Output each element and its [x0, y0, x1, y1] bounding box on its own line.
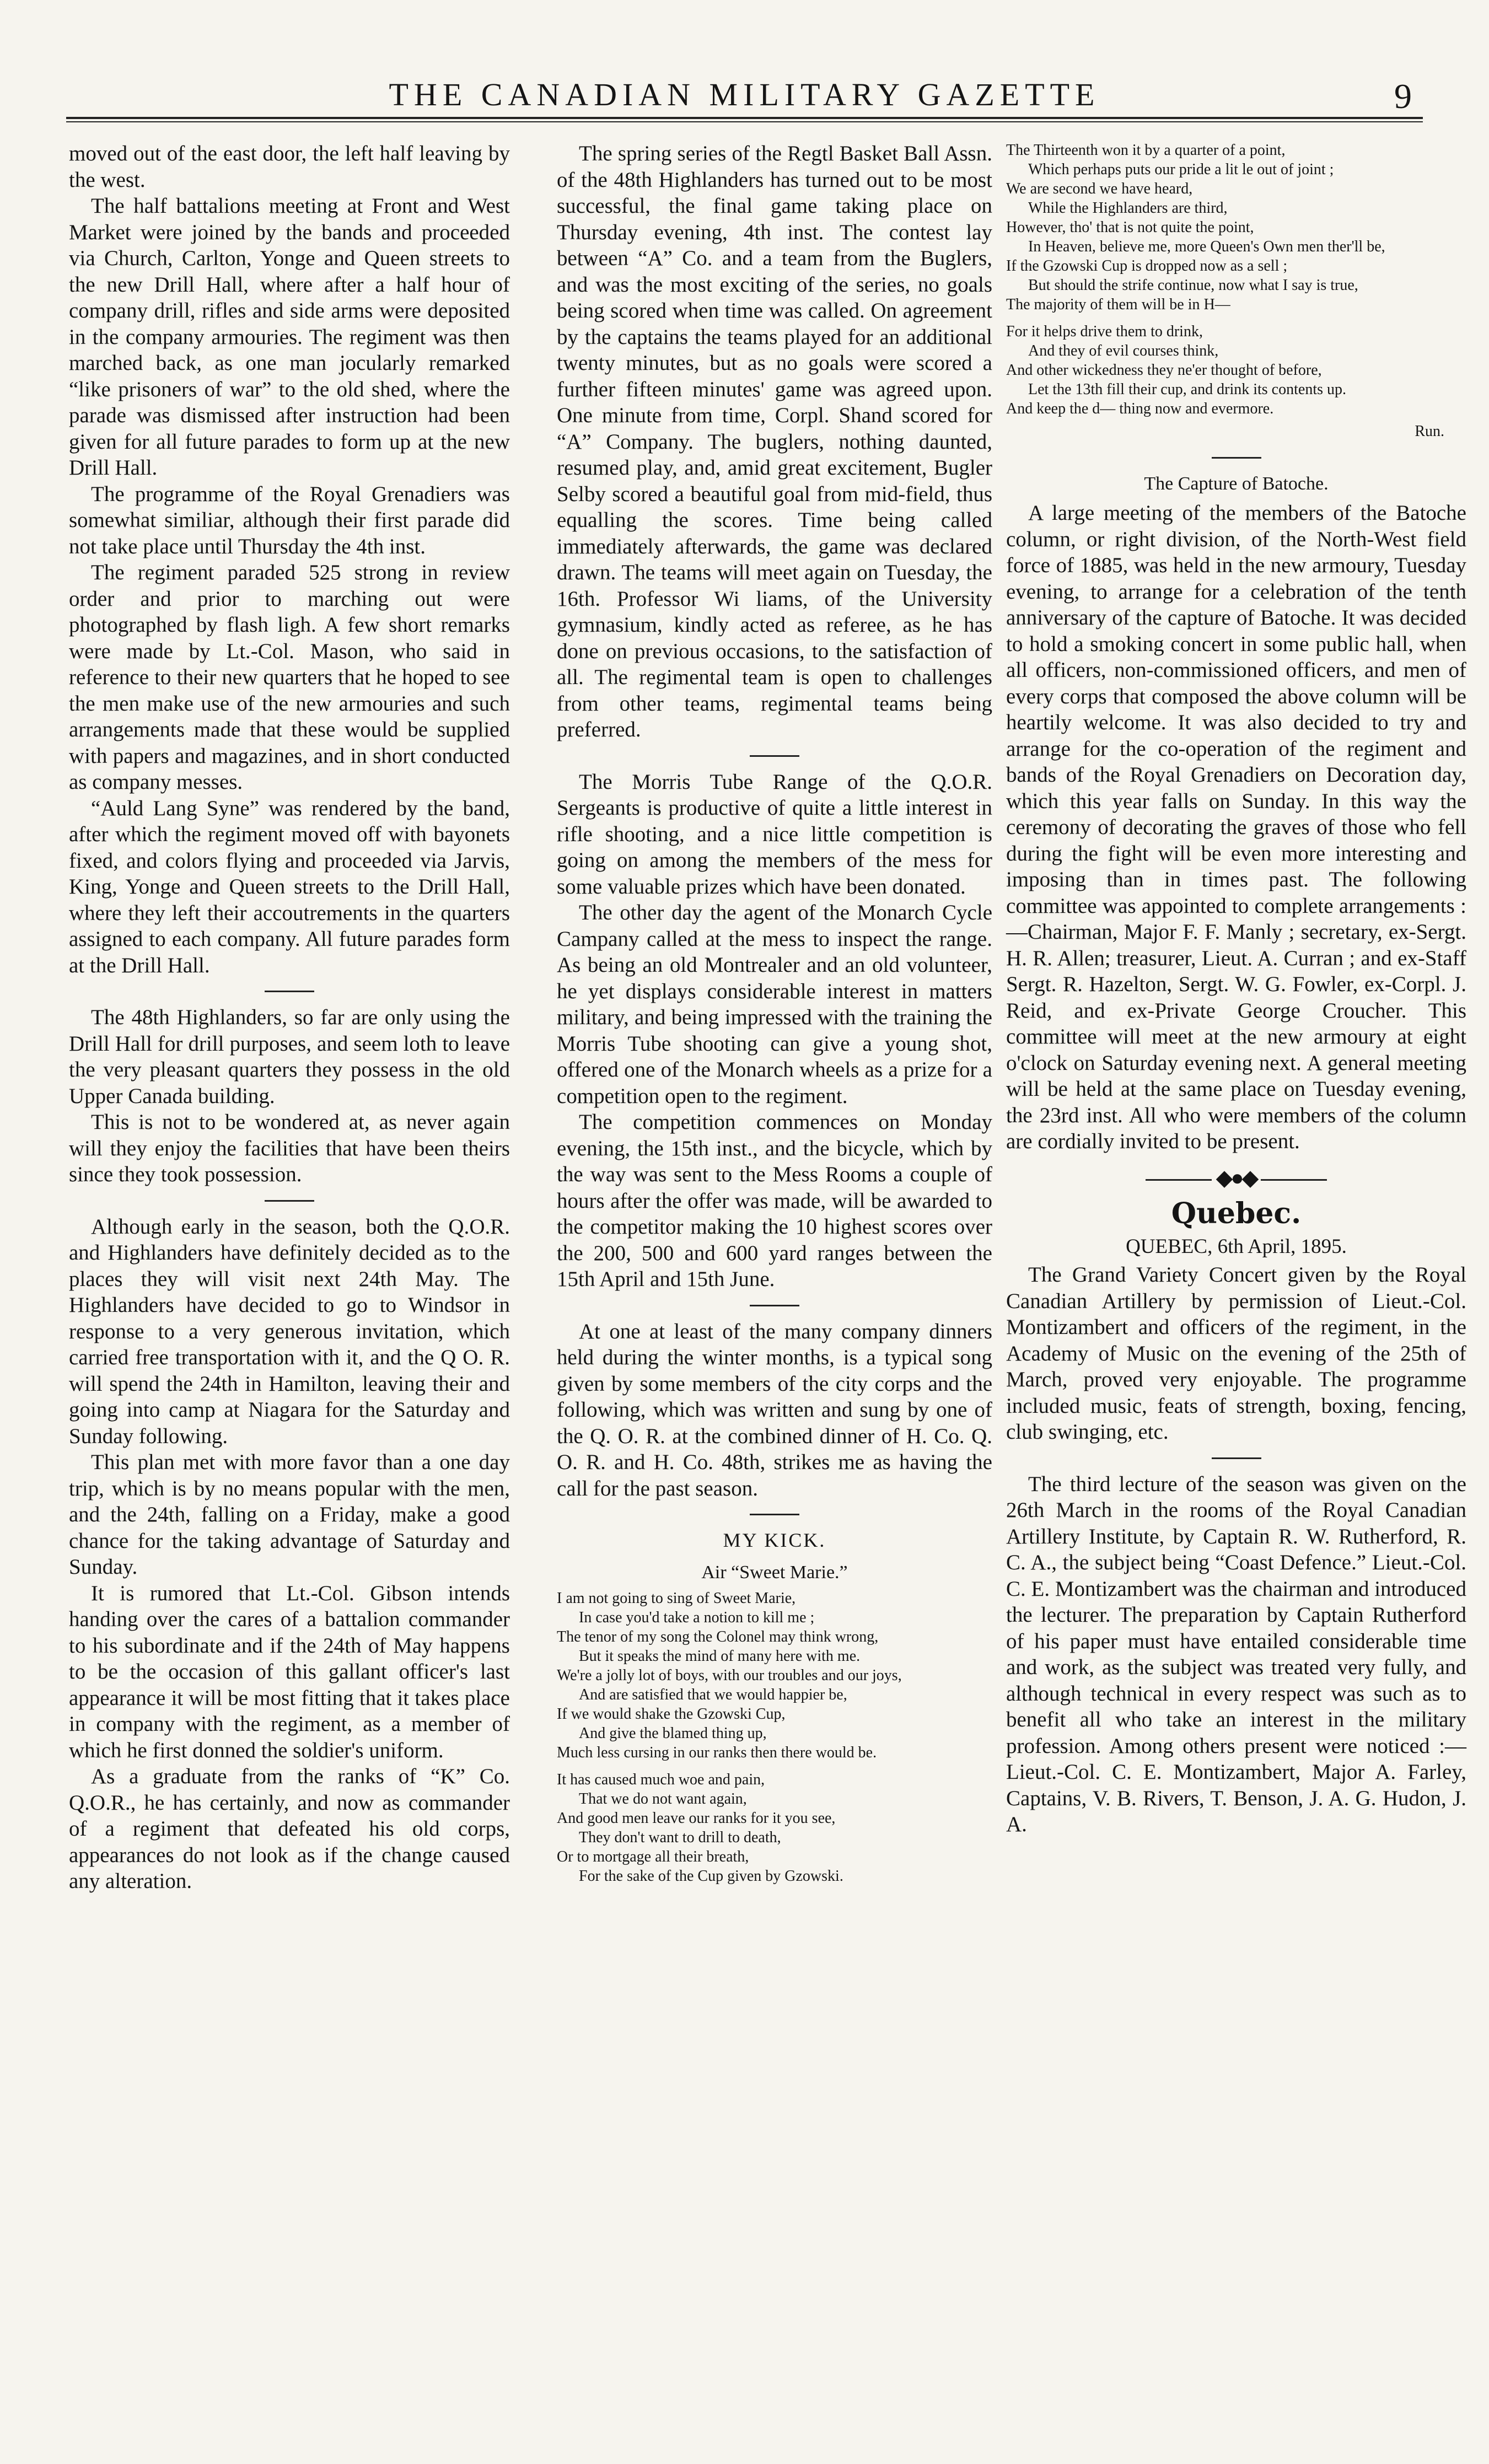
header-rule: [66, 117, 1423, 122]
verse-line: That we do not want again,: [579, 1790, 747, 1807]
verse-line: The Thirteenth won it by a quarter of a point,: [1006, 142, 1286, 159]
verse-line: I am not going to sing of Sweet Marie,: [557, 1590, 796, 1607]
poem-verse: [1006, 141, 1466, 418]
section-heading: The Capture of Batoche.: [1144, 473, 1329, 494]
page-number: 9: [1394, 77, 1412, 116]
verse-line: We're a jolly lot of boys, with our troubles and our joys,: [557, 1667, 902, 1684]
verse-line: If we would shake the Gzowski Cup,: [557, 1706, 786, 1723]
page-header: [66, 76, 1423, 119]
paragraph: At one at least of the many company dinners held during the winter months, is a typical song given by some members of the city corps and the following, which was written and sung by one of the Q. O. R. at the combined dinner of H. Co. Q. O. R. and H. Co. 48th, strikes me as having the call for the past season.: [557, 1319, 992, 1500]
column-3: [1006, 141, 1466, 1838]
verse-line: And are satisfied that we would happier be,: [579, 1686, 847, 1703]
verse-line: For it helps drive them to drink,: [1006, 323, 1203, 340]
verse-line: And keep the d— thing now and evermore.: [1006, 400, 1274, 417]
verse-line: But it speaks the mind of many here with me.: [579, 1648, 861, 1665]
verse-line: In Heaven, believe me, more Queen's Own men ther'll be,: [1028, 238, 1385, 255]
verse-line: Which perhaps puts our pride a lit le out of joint ;: [1028, 161, 1334, 178]
poem-air: Air “Sweet Marie.”: [701, 1562, 848, 1583]
poem-title: MY KICK.: [723, 1529, 826, 1551]
paragraph: The competition commences on Monday evening, the 15th inst., and the bicycle, which by the way was sent to the Mess Rooms a couple of hours after the offer was made, will be awarded to the competitor making the 10 highest scores over the 200, 500 and 600 yard ranges between the 15th April and 15th June.: [557, 1110, 992, 1291]
column-1: [69, 141, 510, 1895]
paragraph: The other day the agent of the Monarch Cycle Campany called at the mess to inspect the range. As being an old Montrealer and an old volunteer, he yet displays considerable interest in matters military, and being impressed with the training the Morris Tube shooting can give a young shot, offered one of the Monarch wheels as a prize for a competition open to the regiment.: [557, 901, 992, 1108]
verse-line: Much less cursing in our ranks then there would be.: [557, 1744, 877, 1761]
paragraph: A large meeting of the members of the Batoche column, or right division, of the North-West field force of 1885, was held in the new armoury, Tuesday evening, to arrange for a celebration of the tenth anniversary of the capture of Batoche. It was decided to hold a smoking concert in some public hall, when all officers, non-commissioned officers, and men of every corps that composed the above column will be heartily welcome. It was also decided to try and arrange for the co-operation of the regiment and bands of the Royal Grenadiers on Decoration day, which this year falls on Sunday. In this way the ceremony of decorating the graves of those who fell during the fight will be even more interesting and imposing than in times past. The following committee was appointed to complete arrangements :—Chairman, Major F. F. Manly ; secretary, ex-Sergt. H. R. Allen; treasurer, Lieut. A. Curran ; and ex-Staff Sergt. R. Hazelton, Sergt. W. G. Fowler, ex-Corpl. J. Reid, and ex-Private George Croucher. This committee will meet at the new armoury at eight o'clock on Saturday evening next. A general meeting will be held at the same place on Tuesday evening, the 23rd inst. All who were members of the column are cordially invited to be present.: [1006, 501, 1466, 1153]
paragraph: The Grand Variety Concert given by the Royal Canadian Artillery by permission of Lieut.-Col. Montizambert and officers of the regiment, in the Academy of Music on the evening of the 25th of March, proved very enjoyable. The programme included music, feats of strength, boxing, fencing, club swinging, etc.: [1006, 1263, 1466, 1444]
verse-line: And they of evil courses think,: [1028, 342, 1219, 359]
poem-signature: Run.: [1415, 423, 1444, 440]
verse-line: But should the strife continue, now what I say is true,: [1028, 277, 1358, 294]
verse-line: The majority of them will be in H—: [1006, 296, 1230, 313]
section-heading: Quebec.: [1171, 1197, 1302, 1230]
verse-line: They don't want to drill to death,: [579, 1829, 781, 1846]
divider: [750, 1305, 799, 1306]
verse-line: Let the 13th fill their cup, and drink its contents up.: [1028, 381, 1346, 398]
verse-line: And other wickedness they ne'er thought of before,: [1006, 362, 1322, 379]
paragraph: The half battalions meeting at Front and West Market were joined by the bands and proceeded via Church, Carlton, Yonge and Queen streets to the new Drill Hall, where after a half hour of company drill, rifles and side arms were deposited in the company armouries. The regiment was then marched back, as one man jocularly remarked “like prisoners of war” to the old shed, where the parade was dismissed after instruction had been given for all future parades to form up at the new Drill Hall.: [69, 194, 510, 480]
paragraph: Although early in the season, both the Q.O.R. and Highlanders have definitely decided as to the places they will visit next 24th May. The Highlanders have decided to go to Windsor in response to a very generous invitation, which carried free transportation with it, and the Q O. R. will spend the 24th in Hamilton, leaving their and going into camp at Niagara for the Saturday and Sunday following.: [69, 1214, 510, 1448]
paragraph: The third lecture of the season was given on the 26th March in the rooms of the Royal Canadian Artillery Institute, by Captain R. W. Rutherford, R. C. A., the subject being “Coast Defence.” Lieut.-Col. C. E. Montizambert was the chairman and introduced the lecturer. The preparation by Captain Rutherford of his paper must have entailed considerable time and work, as the subject was treated very fully, and although technical in every respect was such as to benefit all who take an interest in the military profession. Among others present were noticed :—Lieut.-Col. C. E. Montizambert, Major A. Farley, Captains, V. B. Rivers, T. Benson, J. A. G. Hudon, J. A.: [1006, 1472, 1466, 1836]
verse-line: The tenor of my song the Colonel may think wrong,: [557, 1628, 879, 1645]
dateline: QUEBEC, 6th April, 1895.: [1126, 1235, 1347, 1258]
paragraph: The 48th Highlanders, so far are only using the Drill Hall for drill purposes, and seem loth to leave the very pleasant quarters they possess in the old Upper Canada building.: [69, 1005, 510, 1108]
ornament-divider: ◆●◆: [1006, 1165, 1466, 1191]
verse-line: And good men leave our ranks for it you see,: [557, 1810, 836, 1827]
verse-line: If the Gzowski Cup is dropped now as a sell ;: [1006, 257, 1288, 275]
paragraph: As a graduate from the ranks of “K” Co. Q.O.R., he has certainly, and now as commander of a regiment that defeated his old corps, appearances do not look as if the change caused any alteration.: [69, 1764, 510, 1893]
stanza-gap: [557, 1762, 992, 1770]
stanza-gap: [1006, 314, 1466, 322]
paragraph: The regiment paraded 525 strong in review order and prior to marching out were photographed by flash ligh. A few short remarks were made by Lt.-Col. Mason, who said in reference to their new quarters that he hoped to see the men make use of the new armouries and such arrangements made that these would be supplied with papers and magazines, and in short conducted as company messes.: [69, 561, 510, 794]
paragraph: “Auld Lang Syne” was rendered by the band, after which the regiment moved off with bayonets fixed, and colors flying and proceeded via Jarvis, King, Yonge and Queen streets to the Drill Hall, where they left their accoutrements in the quarters assigned to each company. All future parades form at the Drill Hall.: [69, 796, 510, 977]
verse-line: For the sake of the Cup given by Gzowski.: [579, 1868, 843, 1885]
verse-line: However, tho' that is not quite the point,: [1006, 219, 1254, 236]
paragraph: This plan met with more favor than a one day trip, which is by no means popular with the men, and the 24th, falling on a Friday, make a good chance for the taking advantage of Saturday and Sunday.: [69, 1450, 510, 1579]
paragraph: This is not to be wondered at, as never again will they enjoy the facilities that have been theirs since they took possession.: [69, 1110, 510, 1186]
divider: [750, 1514, 799, 1515]
paragraph: It is rumored that Lt.-Col. Gibson intends handing over the cares of a battalion commander to his subordinate and if the 24th of May happens to be the occasion of this gallant officer's last appearance it will be most fitting that it takes place in company with the regiment, as a member of which he first donned the soldier's uniform.: [69, 1581, 510, 1762]
verse-line: In case you'd take a notion to kill me ;: [579, 1609, 815, 1626]
paragraph: The programme of the Royal Grenadiers was somewhat similiar, although their first parade did not take place until Thursday the 4th inst.: [69, 482, 510, 558]
verse-line: Or to mortgage all their breath,: [557, 1848, 749, 1865]
verse-line: We are second we have heard,: [1006, 180, 1193, 197]
divider: [750, 755, 799, 757]
paragraph: moved out of the east door, the left half leaving by the west.: [69, 142, 510, 192]
verse-line: And give the blamed thing up,: [579, 1725, 767, 1742]
verse-line: It has caused much woe and pain,: [557, 1771, 765, 1788]
divider: [265, 1200, 314, 1202]
verse-line: While the Highlanders are third,: [1028, 200, 1228, 217]
paragraph: The Morris Tube Range of the Q.O.R. Sergeants is productive of quite a little interest in rifle shooting, and a nice little competition is going on among the members of the mess for some valuable prizes which have been donated.: [557, 770, 992, 899]
column-2: [557, 141, 992, 1886]
divider: [1212, 457, 1261, 459]
poem-verse: [557, 1589, 992, 1886]
publication-title: THE CANADIAN MILITARY GAZETTE: [389, 77, 1100, 112]
divider: [265, 991, 314, 992]
divider: [1212, 1457, 1261, 1459]
paragraph: The spring series of the Regtl Basket Ball Assn. of the 48th Highlanders has turned out to be most successful, the final game taking place on Thursday evening, 4th inst. The contest lay between “A” Co. and a team from the Buglers, and was the most exciting of the series, no goals being scored when time was called. On agreement by the captains the teams played for an additional twenty minutes, but as no goals were scored a further fifteen minutes' game was agreed upon. One minute from time, Corpl. Shand scored for “A” Company. The buglers, nothing daunted, resumed play, and, amid great excitement, Bugler Selby scored a beautiful goal from mid-field, thus equalling the scores. Time being called immediately afterwards, the game was declared drawn. The teams will meet again on Tuesday, the 16th. Professor Wi liams, of the University gymnasium, kindly acted as referee, as he has done on previous occasions, to the satisfaction of all. The regimental team is open to challenges from other teams, regimental teams being preferred.: [557, 142, 992, 741]
